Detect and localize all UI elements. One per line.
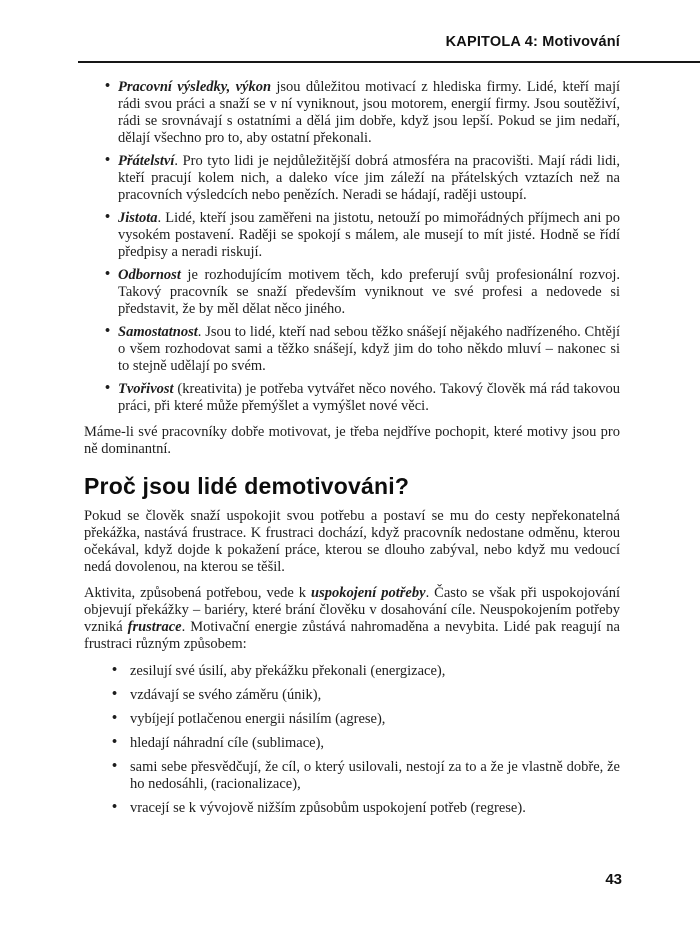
- reaction-item: • vybíjejí potlačenou energii násilím (agrese),: [84, 711, 620, 728]
- page-content: [84, 79, 620, 817]
- motive-text: . Jsou to lidé, kteří nad sebou těžko snášejí nějakého nadřízeného. Chtějí o všem rozhodovat sami a těžko snášejí, když jim do toho někdo mluví – nakonec si to stejně udělají po svém.: [118, 324, 620, 374]
- motive-item: [84, 153, 620, 204]
- motive-text: . Lidé, kteří jsou zaměřeni na jistotu, netouží po mimořádných příjmech ani po vysokém postavení. Raději se spokojí s málem, ale musejí to mít jisté. Hodně se řídí předpisy a neradi riskují.: [118, 210, 620, 260]
- reaction-item: • zesilují své úsilí, aby překážku překonali (energizace),: [84, 663, 620, 680]
- paragraph-activity: [84, 585, 620, 653]
- reactions-list: [84, 663, 620, 817]
- motive-lead: Tvořivost: [118, 381, 174, 397]
- reaction-item: • vzdávají se svého záměru (únik),: [84, 687, 620, 704]
- motive-lead: Odbornost: [118, 267, 181, 283]
- header-rule: [78, 61, 700, 63]
- motive-item: [84, 267, 620, 318]
- motive-text: je rozhodujícím motivem těch, kdo preferují svůj profesionální rozvoj. Takový pracovník se snaží především vyniknout ve své profesi a nedovede si představit, že by měl dělat něco jiného.: [118, 267, 620, 317]
- paragraph-activity-part1: Aktivita, způsobená potřebou, vede k: [84, 585, 312, 601]
- paragraph-activity-part3: . Motivační energie zůstává nahromaděna a nevybita. Lidé pak reagují na frustraci různým způsobem:: [84, 619, 620, 652]
- emphasis-need-satisfaction: uspokojení potřeby: [311, 585, 426, 601]
- paragraph-frustration: Pokud se člověk snaží uspokojit svou potřebu a postaví se mu do cesty nepřekonatelná překážka, nastává frustrace. K frustraci dochází, když pracovník nedostane odměnu, kterou očekával, když dojde k pokažení práce, kterou se dlouho zabýval, nebo když mu vedoucí nedá dovolenou, na kterou se těšil.: [84, 508, 620, 575]
- page-number: 43: [605, 871, 622, 888]
- motive-lead: Pracovní výsledky, výkon: [118, 79, 272, 95]
- running-header: [84, 0, 620, 50]
- emphasis-frustration: frustrace: [127, 619, 182, 635]
- reaction-item: • sami sebe přesvědčují, že cíl, o který usilovali, nestojí za to a že je vlastně dobře, že ho nedosáhli, (racionalizace),: [84, 759, 620, 793]
- motive-lead: Přátelství: [118, 153, 175, 169]
- motives-list: [84, 79, 620, 415]
- summary-paragraph: Máme-li své pracovníky dobře motivovat, je třeba nejdříve pochopit, které motivy jsou pro ně dominantní.: [84, 424, 620, 457]
- motive-item: [84, 79, 620, 147]
- motive-text: . Pro tyto lidi je nejdůležitější dobrá atmosféra na pracovišti. Mají rádi lidi, kteří pracují kolem nich, a daleko více jim záleží na přátelských vztazích než na pracovních výsledcích nebo penězích. Neradi se hádají, raději ustoupí.: [118, 153, 620, 203]
- motive-item: [84, 381, 620, 415]
- reaction-item: • vracejí se k vývojově nižším způsobům uspokojení potřeb (regrese).: [84, 800, 620, 817]
- chapter-title: KAPITOLA 4: Motivování: [445, 34, 620, 50]
- reaction-item: • hledají náhradní cíle (sublimace),: [84, 735, 620, 752]
- motive-lead: Jistota: [118, 210, 158, 226]
- section-heading: Proč jsou lidé demotivováni?: [84, 473, 410, 499]
- paragraph-activity-part2: . Často se však při uspokojování objevují překážky – bariéry, které brání člověku v dosahování cíle. Neuspokojením potřeby vzniká: [84, 585, 620, 635]
- motive-text: (kreativita) je potřeba vytvářet něco nového. Takový člověk má rád takovou práci, při které může přemýšlet a vymýšlet nové věci.: [118, 381, 620, 414]
- motive-text: jsou důležitou motivací z hlediska firmy. Lidé, kteří mají rádi svou práci a snaží se v ní vyniknout, jsou motorem, energií firmy. Jsou soutěživí, rádi se srovnávají s ostatními a dělá jim dobře, když jsou lepší. Pokud se jim nedaří, dělají všechno pro to, aby ostatní překonali.: [118, 79, 620, 146]
- motive-item: [84, 210, 620, 261]
- motive-item: [84, 324, 620, 375]
- motive-lead: Samostatnost: [118, 324, 198, 340]
